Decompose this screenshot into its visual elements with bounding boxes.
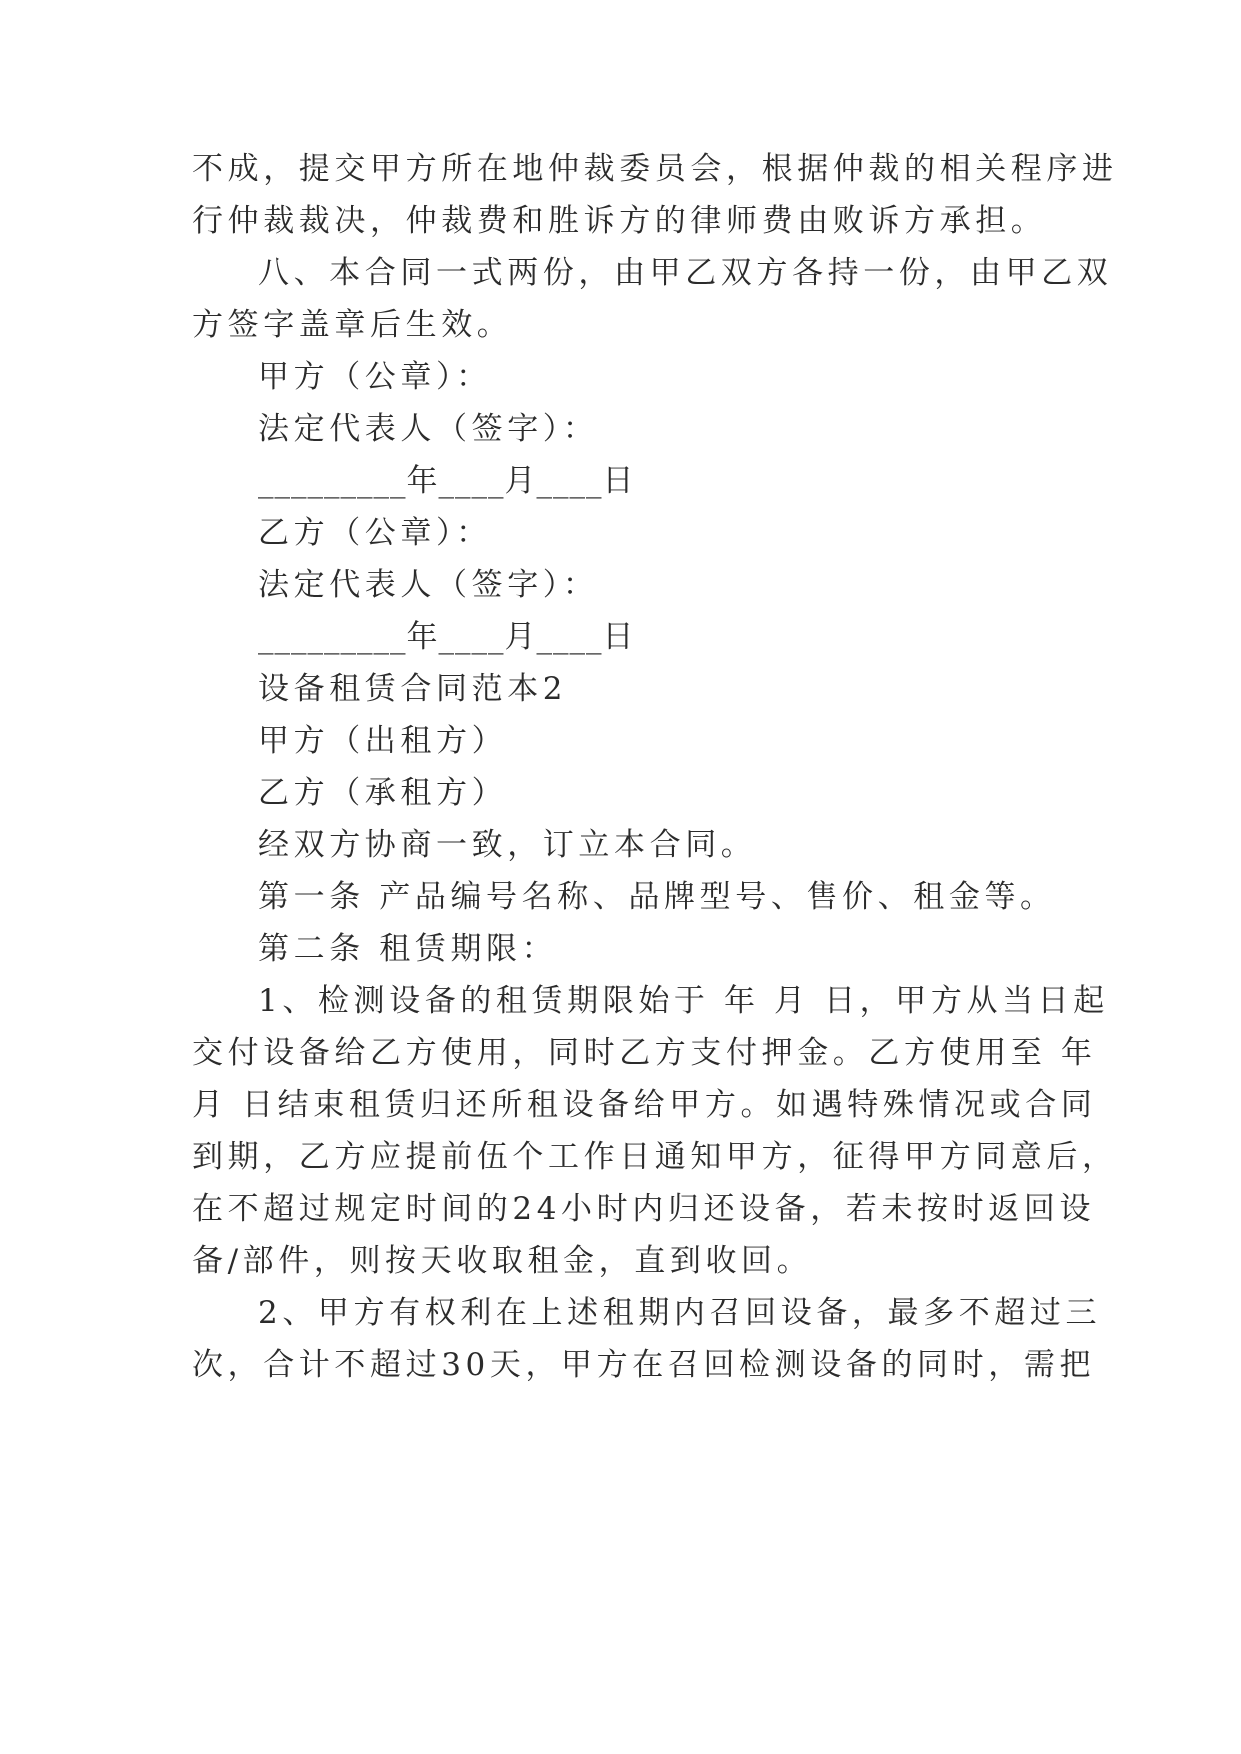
party-a-label: 甲方（出租方） (258, 723, 508, 759)
text-line: 1、检测设备的租赁期限始于 年 月 日，甲方从当日起 (258, 983, 1109, 1019)
date-line-b: _________年____月____日 (258, 619, 635, 655)
text-line: 2、甲方有权利在上述租期内召回设备，最多不超过三 (258, 1295, 1102, 1331)
text-line: 经双方协商一致，订立本合同。 (258, 827, 757, 863)
article-one: 第一条 产品编号名称、品牌型号、售价、租金等。 (258, 879, 1056, 915)
signature-label-party-a: 甲方（公章）： (258, 359, 492, 395)
text-line: 次，合计不超过30天，甲方在召回检测设备的同时，需把 (192, 1347, 1096, 1383)
date-line-a: _________年____月____日 (258, 463, 635, 499)
party-b-label: 乙方（承租方） (258, 775, 508, 811)
text-line: 行仲裁裁决，仲裁费和胜诉方的律师费由败诉方承担。 (192, 203, 1047, 239)
signature-label-representative-a: 法定代表人（签字）： (258, 411, 599, 447)
section-title: 设备租赁合同范本2 (258, 671, 568, 707)
text-line: 不成，提交甲方所在地仲裁委员会，根据仲裁的相关程序进 (192, 151, 1118, 187)
text-line: 备/部件，则按天收取租金，直到收回。 (192, 1243, 813, 1279)
text-line: 八、本合同一式两份，由甲乙双方各持一份，由甲乙双 (258, 255, 1113, 291)
article-two: 第二条 租赁期限： (258, 931, 558, 967)
text-line: 交付设备给乙方使用，同时乙方支付押金。乙方使用至 年 (192, 1035, 1097, 1071)
text-line: 月 日结束租赁归还所租设备给甲方。如遇特殊情况或合同 (192, 1087, 1097, 1123)
text-line: 到期，乙方应提前伍个工作日通知甲方，征得甲方同意后， (192, 1139, 1118, 1175)
text-line: 在不超过规定时间的24小时内归还设备，若未按时返回设 (192, 1191, 1096, 1227)
signature-label-representative-b: 法定代表人（签字）： (258, 567, 599, 603)
signature-label-party-b: 乙方（公章）： (258, 515, 492, 551)
text-line: 方签字盖章后生效。 (192, 307, 513, 343)
